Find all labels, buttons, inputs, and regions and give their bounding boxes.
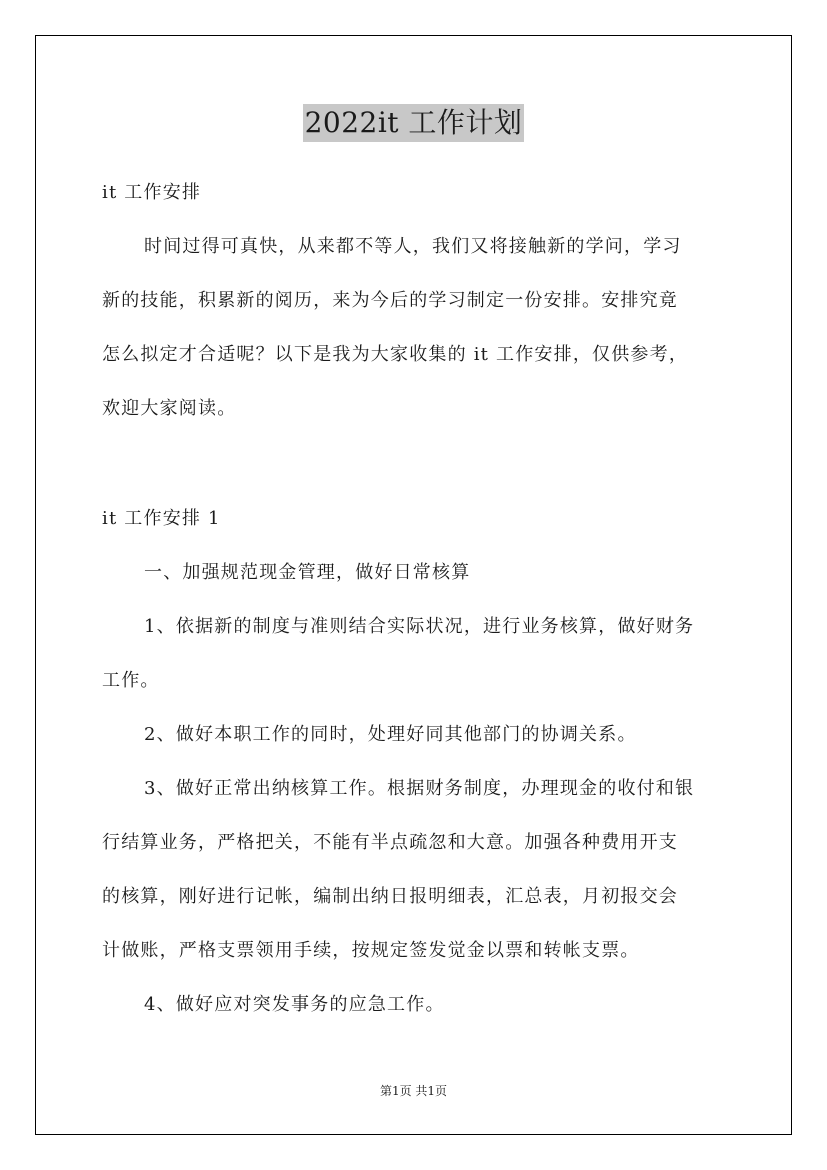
paragraph-line: 新的技能，积累新的阅历，来为今后的学习制定一份安排。安排究竟 — [102, 290, 678, 311]
paragraph-line: 3、做好正常出纳核算工作。根据财务制度，办理现金的收付和银 — [144, 778, 695, 799]
page-footer: 第1页 共1页 — [379, 1084, 448, 1098]
paragraph-line: 计做账，严格支票领用手续，按规定签发觉金以票和转帐支票。 — [102, 940, 640, 961]
paragraph-line: 行结算业务，严格把关，不能有半点疏忽和大意。加强各种费用开支 — [102, 832, 678, 853]
paragraph-line: 2、做好本职工作的同时，处理好同其他部门的协调关系。 — [144, 724, 637, 745]
title-container — [0, 104, 827, 142]
paragraph-line: 工作。 — [102, 670, 160, 691]
paragraph-line: 4、做好应对突发事务的应急工作。 — [144, 994, 445, 1015]
section-heading: it 工作安排 — [102, 182, 202, 203]
section-heading: it 工作安排 1 — [102, 508, 221, 529]
paragraph-line: 1、依据新的制度与准则结合实际状况，进行业务核算，做好财务 — [144, 616, 695, 637]
paragraph-line: 的核算，刚好进行记帐，编制出纳日报明细表，汇总表，月初报交会 — [102, 886, 678, 907]
paragraph-line: 时间过得可真快，从来都不等人，我们又将接触新的学问，学习 — [144, 236, 682, 257]
paragraph-line: 一、加强规范现金管理，做好日常核算 — [144, 562, 471, 583]
paragraph-line: 欢迎大家阅读。 — [102, 398, 237, 419]
document-title: 2022it 工作计划 — [303, 104, 525, 142]
paragraph-line: 怎么拟定才合适呢？以下是我为大家收集的 it 工作安排，仅供参考， — [102, 344, 689, 365]
